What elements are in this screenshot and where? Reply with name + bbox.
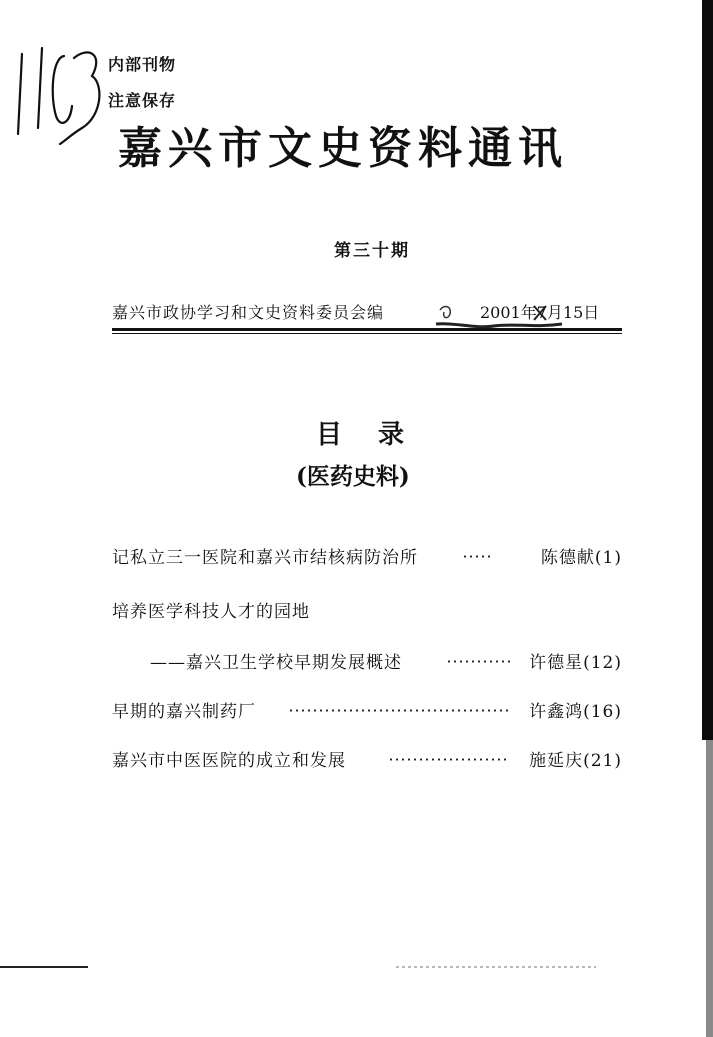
meta-row [112,300,622,330]
toc-item-title: ——嘉兴卫生学校早期发展概述 [150,648,402,673]
toc-item-subtitle [150,648,622,678]
toc-item-title: 记私立三一医院和嘉兴市结核病防治所 [112,543,418,568]
header-rule-thick [112,328,622,331]
leader-dots [288,709,510,712]
toc-item-title: 培养医学科技人才的园地 [112,597,310,622]
publication-date: 2001年7月15日 [480,303,600,322]
keep-notice-label: 注意保存 [108,91,177,110]
scan-artifact-line [0,966,88,968]
toc-item [112,746,622,776]
toc-item [112,543,622,573]
internal-publication-label: 内部刊物 [108,55,177,74]
issue-number: 第三十期 [334,241,410,261]
scan-edge-lower [706,740,713,1037]
toc-item [112,697,622,727]
scan-edge [702,0,713,740]
toc-heading: 目录 [316,420,441,450]
toc-subheading: (医药史料) [296,463,410,490]
header-rule-thin [112,333,622,334]
leader-dots [462,555,494,558]
leader-dots [446,660,510,663]
scan-artifact-dots [396,966,596,968]
toc-item-title: 嘉兴市中医医院的成立和发展 [112,746,346,771]
toc-item-title: 早期的嘉兴制药厂 [112,697,256,722]
toc-item-author-page: 施延庆(21) [529,751,622,771]
publication-title: 嘉兴市文史资料通讯 [118,123,568,174]
leader-dots [388,758,510,761]
toc-item-author-page: 许鑫鸿(16) [529,702,622,722]
toc-item-author-page: 许德星(12) [529,653,622,673]
handwritten-number [12,36,107,146]
toc-item [112,597,622,627]
toc-item-author-page: 陈德献(1) [540,548,622,568]
editor-line: 嘉兴市政协学习和文史资料委员会编 [112,303,385,322]
